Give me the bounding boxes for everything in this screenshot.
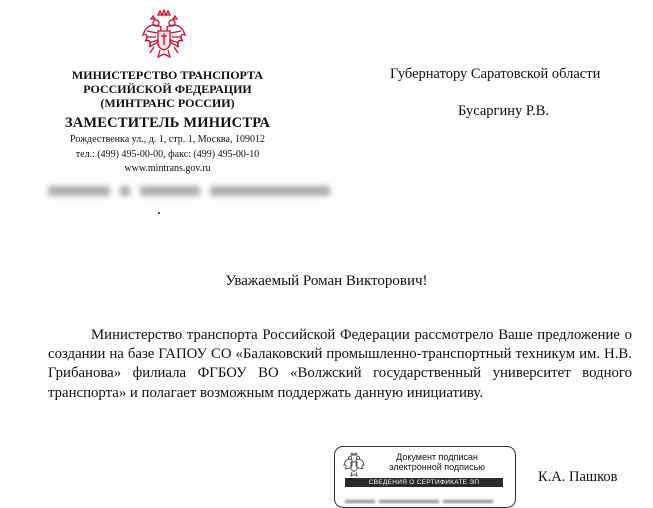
stamp-line2: электронной подписью [388, 462, 486, 472]
ministry-name-line3: (МИНТРАНС РОССИИ) [100, 96, 235, 110]
electronic-signature-stamp [334, 446, 516, 508]
stamp-line1: Документ подписан [396, 452, 478, 462]
certificate-band: СВЕДЕНИЯ О СЕРТИФИКАТЕ ЭП [345, 478, 503, 487]
position-title: ЗАМЕСТИТЕЛЬ МИНИСТРА [64, 115, 271, 131]
addressee-name: Бусаргину Р.В. [458, 103, 550, 119]
ministry-website: www.mintrans.gov.ru [124, 163, 211, 174]
mark-dot [158, 212, 160, 214]
addressee-title: Губернатору Саратовской области [390, 66, 601, 82]
letter-body: Министерство транспорта Российской Федерации рассмотрело Ваше предложение о создании на базе ГАПОУ СО «Балаковский промышленно-транспортный техникум им. Н.В. Грибанова» филиала ФГБОУ ВО «Волжский государственный университет водного транспорта» и полагает возможным поддержать данную инициативу. [48, 327, 632, 401]
ministry-phone-fax: тел.: (499) 495-00-00, факс: (499) 495-00-10 [75, 148, 260, 160]
ministry-name-line2: РОССИЙСКОЙ ФЕДЕРАЦИИ [83, 82, 252, 96]
signer-name: К.А. Пашков [538, 469, 618, 485]
state-emblem-icon [141, 9, 187, 63]
certificate-details-redacted [345, 490, 503, 494]
ministry-address: Рождественка ул., д. 1, стр. 1, Москва, 109012 [70, 134, 265, 145]
ministry-name-line1: МИНИСТЕРСТВО ТРАНСПОРТА [71, 68, 264, 82]
emblem-small-icon [343, 452, 365, 478]
redacted-registration-number [48, 183, 343, 197]
ministry-header [40, 68, 295, 176]
salutation: Уважаемый Роман Викторович! [225, 273, 428, 289]
